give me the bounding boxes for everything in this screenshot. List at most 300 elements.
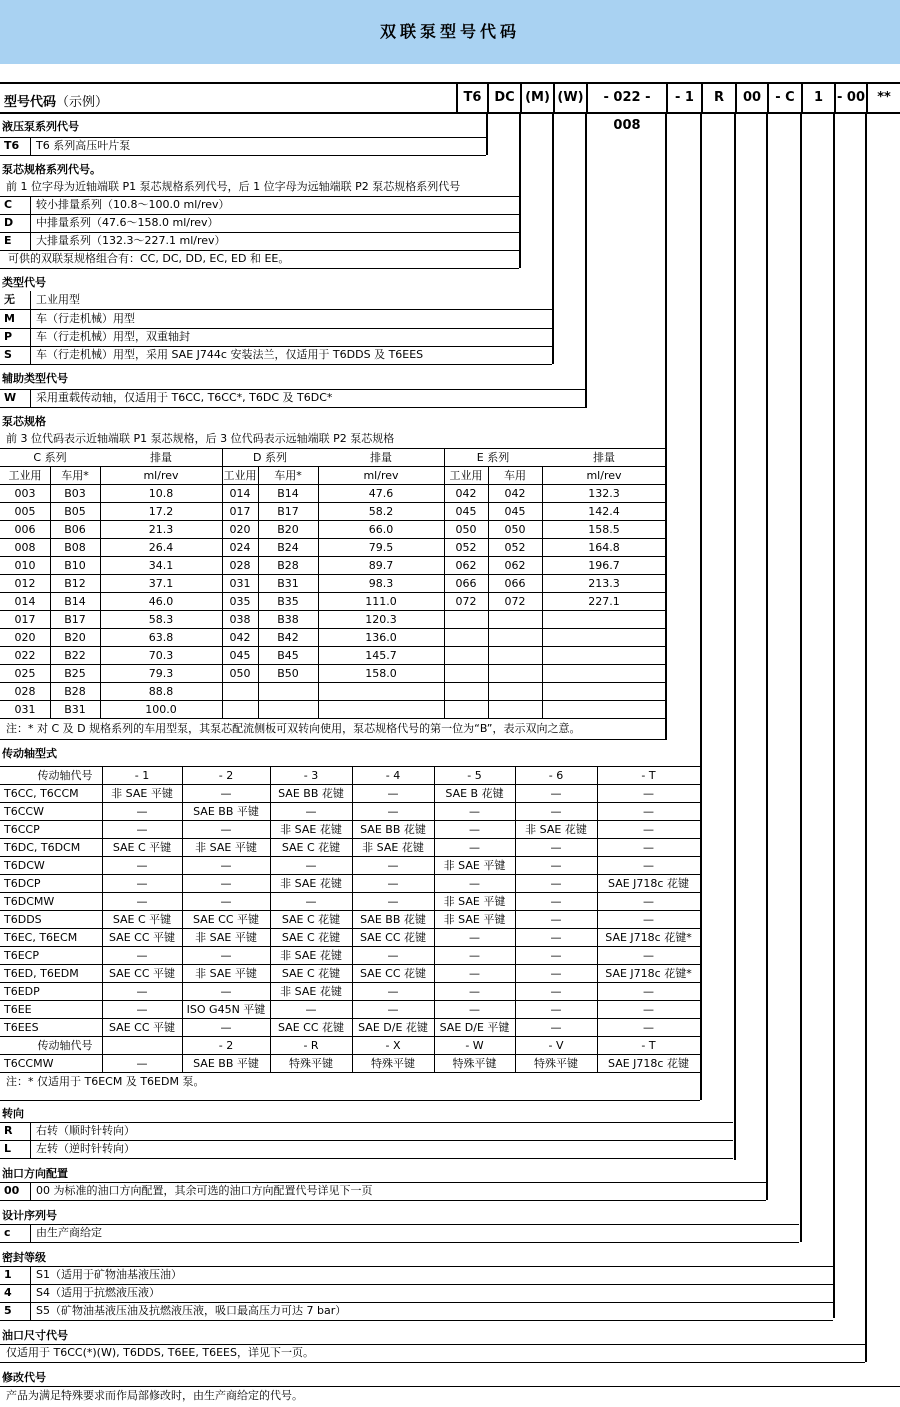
cell-divider: [270, 766, 271, 1073]
type-desc: 车（行走机械）用型: [36, 312, 135, 325]
shaft-cell: SAE BB 平键: [193, 805, 259, 818]
spec-cell: 014: [229, 487, 251, 500]
spec-cell: B20: [277, 523, 299, 536]
divider: [0, 739, 666, 740]
header-code-4: - 022 - 008: [586, 84, 666, 112]
design-heading: 设计序列号: [2, 1209, 57, 1222]
spec-cell: B06: [64, 523, 86, 536]
shaft-cell: —: [643, 841, 654, 854]
shaft-cell: —: [136, 859, 148, 872]
spec-cell: 111.0: [365, 595, 397, 608]
shaft-header-cell: - 6: [548, 769, 564, 782]
shaft-cell: 特殊平键: [452, 1057, 497, 1070]
spec-cell: 98.3: [368, 577, 394, 590]
cell-divider: [258, 466, 259, 719]
shaft-cell: —: [220, 1021, 232, 1034]
shaft-cell: SAE CC 平键: [108, 967, 176, 980]
shaft-cell: 特殊平键: [289, 1057, 333, 1070]
spec-cell: 196.7: [588, 559, 620, 572]
shaft-cell: —: [136, 1003, 148, 1016]
cartridge-code: C: [4, 198, 13, 211]
shaft-cell: —: [387, 805, 399, 818]
spec-cell: B08: [64, 541, 86, 554]
header-code-2: (M): [520, 84, 553, 112]
type-code: S: [4, 348, 12, 361]
cell-divider: [30, 1224, 31, 1242]
header-code-0: T6: [456, 84, 487, 112]
shaft-cell: —: [550, 895, 562, 908]
shaft-cell: 非 SAE 平键: [443, 913, 506, 926]
shaft-cell: —: [136, 823, 148, 836]
header-code-6: R: [701, 84, 735, 112]
spec-cell: 028: [229, 559, 251, 572]
spec-group-header: E 系列: [476, 451, 510, 464]
divider: [0, 364, 552, 365]
shaft-cell: T6CCW: [4, 805, 44, 818]
shaft-header-cell: - R: [303, 1039, 319, 1052]
seal-desc: S1（适用于矿物油基液压油）: [36, 1268, 182, 1281]
shaft-cell: —: [387, 787, 399, 800]
spec-cell: 020: [229, 523, 251, 536]
connector-line: [734, 114, 736, 1160]
divider: [0, 407, 585, 408]
spec-cell: 63.8: [148, 631, 174, 644]
shaft-cell: SAE CC 花键: [359, 931, 427, 944]
cell-divider: [30, 328, 31, 346]
shaft-cell: —: [550, 931, 562, 944]
shaft-cell: 非 SAE 平键: [443, 859, 506, 872]
shaft-cell: SAE J718c 花键*: [605, 967, 692, 980]
spec-cell: 21.3: [148, 523, 174, 536]
shaft-cell: —: [643, 949, 654, 962]
connector-line: [700, 114, 702, 1100]
seal-code: 5: [4, 1304, 12, 1317]
cell-divider: [30, 1266, 31, 1284]
spec-intro: 前 3 位代码表示近轴端联 P1 泵芯规格，后 3 位代码表示远轴端联 P2 泵芯规格: [6, 432, 395, 445]
type-code: M: [4, 312, 15, 325]
header-code-11: **: [866, 84, 900, 112]
rotation-heading: 转向: [2, 1107, 24, 1120]
spec-cell: 88.8: [148, 685, 174, 698]
shaft-cell: SAE C 花键: [281, 967, 341, 980]
connector-line: [865, 114, 867, 1362]
shaft-cell: —: [550, 967, 562, 980]
spec-cell: 042: [455, 487, 477, 500]
cell-divider: [318, 466, 319, 719]
spec-cell: 34.1: [148, 559, 174, 572]
cell-divider: [182, 766, 183, 1073]
shaft-cell: SAE J718c 花键: [608, 1057, 689, 1070]
cell-divider: [30, 310, 31, 328]
spec-cell: 042: [229, 631, 251, 644]
spec-cell: B50: [277, 667, 299, 680]
header-code-9: 1: [801, 84, 834, 112]
shaft-cell: —: [469, 949, 480, 962]
divider: [0, 1200, 766, 1201]
spec-sub-header: 车用: [504, 469, 526, 482]
connector-line: [519, 114, 521, 268]
spec-cell: 79.3: [148, 667, 174, 680]
shaft-cell: ISO G45N 平键: [186, 1003, 266, 1016]
spec-cell: B10: [64, 559, 86, 572]
shaft-header-cell: - T: [641, 1039, 656, 1052]
cartridge-code: D: [4, 216, 14, 229]
shaft-cell: —: [387, 949, 399, 962]
shaft-header-cell: - 1: [134, 769, 150, 782]
divider: [0, 1362, 865, 1363]
spec-cell: 66.0: [368, 523, 394, 536]
seal-desc: S5（矿物油基液压油及抗燃液压液，吸口最高压力可达 7 bar）: [36, 1304, 347, 1317]
spec-cell: B38: [277, 613, 299, 626]
spec-sub-header: 车用*: [61, 469, 89, 482]
design-desc: 由生产商给定: [36, 1226, 102, 1239]
spec-cell: 100.0: [145, 703, 177, 716]
shaft-cell: SAE C 花键: [281, 913, 341, 926]
shaft-cell: SAE C 平键: [112, 841, 172, 854]
shaft-cell: T6DCMW: [4, 895, 55, 908]
spec-cell: B12: [64, 577, 86, 590]
shaft-cell: T6DC, T6DCM: [4, 841, 81, 854]
header-code-3: (W): [553, 84, 586, 112]
port-desc: 00 为标准的油口方向配置，其余可选的油口方向配置代号详见下一页: [36, 1184, 373, 1197]
spec-cell: 042: [504, 487, 526, 500]
type-desc: 车（行走机械）用型，双重轴封: [36, 330, 190, 343]
spec-cell: 072: [455, 595, 477, 608]
shaft-cell: —: [220, 985, 232, 998]
spec-cell: 142.4: [588, 505, 620, 518]
spec-cell: 003: [14, 487, 36, 500]
shaft-cell: —: [305, 859, 317, 872]
shaft-cell: —: [550, 805, 562, 818]
spec-cell: 006: [14, 523, 36, 536]
spec-cell: B31: [64, 703, 86, 716]
spec-cell: B14: [277, 487, 299, 500]
cell-divider: [100, 466, 101, 719]
spec-cell: 038: [229, 613, 251, 626]
shaft-cell: SAE B 花键: [445, 787, 504, 800]
cell-divider: [597, 766, 598, 1073]
spec-sub-header: ml/rev: [586, 469, 622, 482]
shaft-header-cell: - 4: [385, 769, 401, 782]
cell-divider: [102, 766, 103, 1073]
spec-cell: 213.3: [588, 577, 620, 590]
spec-group-header: D 系列: [253, 451, 287, 464]
series-heading: 液压泵系列代号: [2, 120, 79, 133]
shaft-cell: 非 SAE 平键: [195, 841, 257, 854]
shaft-cell: 非 SAE 平键: [443, 895, 506, 908]
page-title: 双联泵型号代码: [0, 0, 900, 64]
shaft-header-cell: - 2: [218, 769, 234, 782]
shaft-cell: SAE J718c 花键: [608, 877, 689, 890]
spec-cell: B22: [64, 649, 86, 662]
cell-divider: [30, 1182, 31, 1200]
shaft-cell: —: [469, 841, 480, 854]
spec-cell: 136.0: [365, 631, 397, 644]
shaft-cell: —: [550, 949, 562, 962]
shaft-cell: —: [387, 1003, 399, 1016]
shaft-cell: SAE BB 花键: [360, 823, 426, 836]
divider: [0, 1224, 799, 1225]
spec-cell: 066: [455, 577, 477, 590]
shaft-header-cell: - 5: [467, 769, 482, 782]
header-code-5: - 1: [666, 84, 701, 112]
type-heading: 类型代号: [2, 276, 46, 289]
shaft-cell: SAE BB 花键: [278, 787, 344, 800]
spec-cell: 045: [504, 505, 526, 518]
shaft-cell: —: [469, 805, 480, 818]
spec-cell: 052: [455, 541, 477, 554]
spec-cell: 79.5: [368, 541, 394, 554]
shaft-cell: 非 SAE 花键: [280, 949, 342, 962]
shaft-cell: SAE J718c 花键*: [605, 931, 692, 944]
divider: [0, 155, 486, 156]
cell-divider: [30, 196, 31, 214]
cell-divider: [30, 291, 31, 309]
cell-divider: [30, 232, 31, 250]
spec-cell: 10.8: [148, 487, 174, 500]
cartridge-intro: 前 1 位字母为近轴端联 P1 泵芯规格系列代号，后 1 位字母为远轴端联 P2 泵芯规格系列代号: [6, 180, 461, 193]
shaft-cell: SAE CC 花键: [277, 1021, 345, 1034]
shaft-cell: SAE BB 平键: [193, 1057, 259, 1070]
shaft-cell: —: [643, 859, 654, 872]
cell-divider: [352, 766, 353, 1073]
spec-cell: B25: [64, 667, 86, 680]
shaft-cell: SAE C 花键: [281, 841, 341, 854]
aux-heading: 辅助类型代号: [2, 372, 68, 385]
header-example: （示例）: [56, 95, 109, 110]
spec-cell: B14: [64, 595, 86, 608]
spec-cell: B31: [277, 577, 299, 590]
seal-heading: 密封等级: [2, 1251, 46, 1264]
cell-divider: [30, 1140, 31, 1158]
shaft-cell: 特殊平键: [371, 1057, 415, 1070]
shaft-cell: —: [550, 1003, 562, 1016]
cell-divider: [444, 448, 445, 719]
shaft-cell: —: [550, 985, 562, 998]
spec-cell: 045: [455, 505, 477, 518]
spec-sub-header: 工业用: [449, 469, 483, 482]
spec-sub-header: 工业用: [223, 469, 257, 482]
divider: [0, 268, 519, 269]
spec-cell: 70.3: [148, 649, 174, 662]
shaft-cell: SAE BB 花键: [360, 913, 426, 926]
spec-cell: 145.7: [365, 649, 397, 662]
shaft-cell: T6EE: [4, 1003, 32, 1016]
shaft-cell: —: [220, 895, 232, 908]
spec-cell: 050: [455, 523, 477, 536]
spec-cell: 050: [504, 523, 526, 536]
cell-divider: [30, 214, 31, 232]
shaft-cell: —: [643, 895, 654, 908]
aux-desc: 采用重载传动轴，仅适用于 T6CC, T6CC*, T6DC 及 T6DC*: [36, 391, 333, 404]
cell-divider: [542, 466, 543, 719]
shaft-cell: SAE CC 花键: [359, 967, 427, 980]
port-code: 00: [4, 1184, 20, 1197]
shaft-cell: —: [136, 805, 148, 818]
spec-cell: B24: [277, 541, 299, 554]
rotation-desc: 左转（逆时针转向）: [36, 1142, 135, 1155]
spec-sub-header: 车用*: [274, 469, 302, 482]
shaft-cell: T6DCP: [4, 877, 41, 890]
shaft-cell: SAE CC 平键: [108, 931, 176, 944]
header-code-10: - 00: [834, 84, 866, 112]
shaft-cell: 非 SAE 平键: [195, 967, 257, 980]
shaft-cell: —: [136, 1057, 148, 1070]
shaft-cell: —: [550, 787, 562, 800]
shaft-cell: —: [305, 805, 317, 818]
shaft-cell: T6CC, T6CCM: [4, 787, 79, 800]
type-code: 无: [4, 293, 15, 306]
spec-cell: 164.8: [588, 541, 620, 554]
spec-cell: 012: [14, 577, 36, 590]
rotation-code: L: [4, 1142, 12, 1155]
shaft-cell: 非 SAE 花键: [362, 841, 424, 854]
shaft-cell: —: [220, 787, 232, 800]
shaft-cell: —: [643, 787, 654, 800]
type-code: P: [4, 330, 13, 343]
spec-cell: 025: [14, 667, 36, 680]
shaft-cell: SAE CC 平键: [192, 913, 260, 926]
shaft-note: 注：* 仅适用于 T6ECM 及 T6EDM 泵。: [6, 1075, 205, 1088]
spec-cell: 26.4: [148, 541, 174, 554]
shaft-cell: T6CCP: [4, 823, 40, 836]
connector-line: [486, 114, 488, 155]
shaft-cell: —: [643, 985, 654, 998]
header-label-text: 型号代码: [4, 95, 57, 110]
shaft-cell: 非 SAE 花键: [525, 823, 587, 836]
shaft-cell: —: [387, 859, 399, 872]
cell-divider: [434, 766, 435, 1073]
cell-divider: [30, 1122, 31, 1140]
shaft-cell: SAE D/E 平键: [439, 1021, 510, 1034]
cell-divider: [515, 766, 516, 1073]
shaft-cell: T6DDS: [4, 913, 42, 926]
spec-cell: 47.6: [368, 487, 394, 500]
spec-cell: 227.1: [588, 595, 620, 608]
spec-cell: 010: [14, 559, 36, 572]
cell-divider: [222, 448, 223, 719]
type-desc: 车（行走机械）用型，采用 SAE J744c 安装法兰，仅适用于 T6DDS 及 T6EES: [36, 348, 424, 361]
spec-cell: B28: [64, 685, 86, 698]
shaft-cell: 非 SAE 花键: [280, 985, 342, 998]
shaft-cell: —: [220, 877, 232, 890]
shaft-cell: —: [550, 859, 562, 872]
shaft-header-cell: 传动轴代号: [37, 1039, 93, 1052]
divider: [0, 1158, 733, 1159]
shaft-cell: SAE C 花键: [281, 931, 341, 944]
spec-cell: B28: [277, 559, 299, 572]
portsize-heading: 油口尺寸代号: [2, 1329, 68, 1342]
spec-cell: 045: [229, 649, 251, 662]
shaft-cell: —: [305, 895, 317, 908]
cartridge-desc: 大排量系列（132.3～227.1 ml/rev）: [36, 234, 226, 247]
shaft-cell: T6EDP: [4, 985, 40, 998]
shaft-cell: —: [643, 1003, 654, 1016]
spec-cell: 37.1: [148, 577, 174, 590]
spec-cell: 89.7: [368, 559, 394, 572]
spec-cell: 132.3: [588, 487, 620, 500]
shaft-cell: —: [643, 1021, 654, 1034]
spec-cell: 017: [229, 505, 251, 518]
spec-cell: 062: [455, 559, 477, 572]
shaft-cell: —: [220, 823, 232, 836]
spec-cell: 158.5: [588, 523, 620, 536]
shaft-header-cell: - 3: [303, 769, 319, 782]
spec-cell: 062: [504, 559, 526, 572]
spec-cell: 008: [14, 541, 36, 554]
cell-divider: [30, 346, 31, 364]
spec-cell: 120.3: [365, 613, 397, 626]
shaft-cell: —: [643, 805, 654, 818]
shaft-cell: 非 SAE 平键: [111, 787, 173, 800]
cartridge-desc: 中排量系列（47.6～158.0 ml/rev）: [36, 216, 219, 229]
connector-line: [766, 114, 768, 1200]
header-label: [4, 91, 108, 110]
shaft-cell: —: [387, 895, 399, 908]
design-code: c: [4, 1226, 11, 1239]
shaft-cell: —: [469, 1003, 480, 1016]
shaft-header-cell: - W: [465, 1039, 484, 1052]
shaft-cell: —: [136, 949, 148, 962]
cartridge-code: E: [4, 234, 12, 247]
divider: [0, 1100, 700, 1101]
cartridge-heading: 泵芯规格系列代号。: [2, 163, 101, 176]
spec-cell: 020: [14, 631, 36, 644]
spec-cell: 050: [229, 667, 251, 680]
spec-cell: 024: [229, 541, 251, 554]
spec-cell: 017: [14, 613, 36, 626]
header-code-7: 00: [735, 84, 767, 112]
shaft-cell: —: [550, 841, 562, 854]
cell-divider: [30, 137, 31, 155]
shaft-cell: T6EC, T6ECM: [4, 931, 78, 944]
spec-cell: 028: [14, 685, 36, 698]
spec-cell: 022: [14, 649, 36, 662]
shaft-cell: —: [643, 823, 654, 836]
shaft-cell: T6CCMW: [4, 1057, 54, 1070]
portsize-note: 仅适用于 T6CC(*)(W), T6DDS, T6EE, T6EES，详见下一页。: [6, 1346, 314, 1359]
spec-heading: 泵芯规格: [2, 415, 46, 428]
shaft-cell: T6EES: [4, 1021, 39, 1034]
spec-note: 注：* 对 C 及 D 规格系列的车用型泵，其泵芯配流侧板可双转向使用，泵芯规格代号的第一位为“B”，表示双向之意。: [6, 722, 581, 735]
shaft-header-cell: - T: [641, 769, 656, 782]
spec-sub-header: ml/rev: [143, 469, 179, 482]
cell-divider: [30, 389, 31, 407]
shaft-cell: 非 SAE 平键: [195, 931, 257, 944]
shaft-cell: —: [220, 949, 232, 962]
cell-divider: [30, 1284, 31, 1302]
shaft-cell: T6ED, T6EDM: [4, 967, 79, 980]
shaft-cell: —: [469, 877, 480, 890]
spec-cell: 158.0: [365, 667, 397, 680]
spec-cell: 031: [229, 577, 251, 590]
shaft-cell: SAE CC 平键: [108, 1021, 176, 1034]
connector-line: [552, 114, 554, 364]
spec-cell: 072: [504, 595, 526, 608]
shaft-cell: —: [387, 877, 399, 890]
spec-cell: 066: [504, 577, 526, 590]
seal-code: 4: [4, 1286, 12, 1299]
shaft-cell: —: [220, 859, 232, 872]
rotation-desc: 右转（顺时针转向）: [36, 1124, 135, 1137]
seal-code: 1: [4, 1268, 12, 1281]
shaft-cell: —: [469, 967, 480, 980]
shaft-cell: —: [550, 1021, 562, 1034]
modify-heading: 修改代号: [2, 1371, 46, 1384]
shaft-cell: —: [550, 877, 562, 890]
spec-cell: B35: [277, 595, 299, 608]
shaft-cell: —: [469, 823, 480, 836]
